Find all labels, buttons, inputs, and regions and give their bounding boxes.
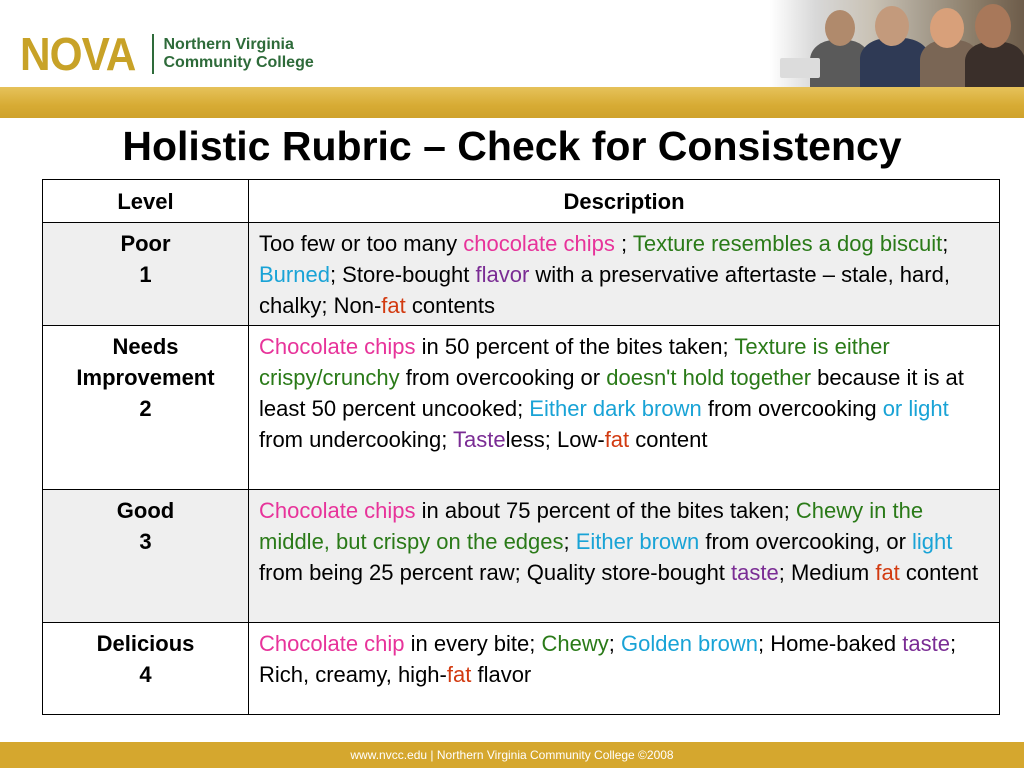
description-segment: with a preservative aftertaste – stale, hard, chalky; Non- (259, 262, 950, 318)
description-segment: from overcooking or (399, 365, 607, 390)
description-segment: taste (731, 560, 779, 585)
description-segment: less; Low- (505, 427, 605, 452)
description-segment: Burned (259, 262, 330, 287)
description-segment: ; (942, 231, 949, 256)
description-segment: ; (608, 631, 621, 656)
level-number: 4 (139, 662, 152, 687)
description-segment: Taste (453, 427, 506, 452)
header-description: Description (249, 180, 1000, 223)
description-segment: from overcooking, or (699, 529, 913, 554)
description-cell (249, 326, 1000, 490)
logo-wordmark: NOVA (20, 28, 136, 80)
level-number: 2 (139, 396, 152, 421)
description-segment: Chewy in the middle, but crispy on the edges (259, 498, 924, 554)
description-segment: ; (614, 231, 633, 256)
header-gold-band (0, 87, 1024, 118)
header-students-photo (770, 0, 1024, 87)
table-row (43, 223, 1000, 326)
table-header-row (43, 180, 1000, 223)
description-segment: fat (446, 662, 472, 687)
description-segment: because it is at least 50 percent uncooked; (259, 365, 964, 421)
description-segment: ; (563, 529, 576, 554)
description-segment: ; Store-bought (329, 262, 476, 287)
description-segment: Either dark brown (529, 396, 702, 421)
table-row (43, 623, 1000, 715)
description-segment: fat (604, 427, 630, 452)
description-segment: flavor (475, 262, 530, 287)
table-row (43, 326, 1000, 490)
level-number: 1 (139, 262, 152, 287)
slide-footer: www.nvcc.edu | Northern Virginia Community College ©2008 (0, 742, 1024, 768)
description-segment: Chocolate chip (259, 631, 405, 656)
table-row (43, 490, 1000, 623)
description-segment: content (899, 560, 979, 585)
description-segment: ; Home-baked (757, 631, 903, 656)
description-segment: Golden brown (620, 631, 758, 656)
description-segment: ; Medium (778, 560, 876, 585)
description-segment: in about 75 percent of the bites taken; (415, 498, 796, 523)
level-name: Needs Improvement (76, 334, 215, 390)
level-number: 3 (139, 529, 152, 554)
level-name: Poor (120, 231, 171, 256)
header-level: Level (43, 180, 249, 223)
description-segment: Texture is either crispy/crunchy (259, 334, 890, 390)
description-segment: light (912, 529, 953, 554)
level-cell (43, 326, 249, 490)
description-segment: or light (882, 396, 949, 421)
level-cell (43, 623, 249, 715)
description-segment: Either brown (575, 529, 700, 554)
description-segment: from being 25 percent raw; Quality store-bought (259, 560, 732, 585)
description-segment: fat (875, 560, 900, 585)
logo-divider (152, 34, 154, 74)
description-segment: Too few or too many (259, 231, 464, 256)
level-cell (43, 223, 249, 326)
description-cell (249, 490, 1000, 623)
description-segment: contents (405, 293, 496, 318)
description-segment: in every bite; (404, 631, 542, 656)
slide-title: Holistic Rubric – Check for Consistency (122, 123, 902, 169)
logo-college-name (164, 36, 314, 72)
description-segment: Chocolate chips (259, 498, 416, 523)
description-cell (249, 223, 1000, 326)
description-segment: from overcooking (701, 396, 883, 421)
description-segment: Chewy (541, 631, 609, 656)
description-segment: Texture resembles a dog biscuit (632, 231, 943, 256)
description-segment: taste (902, 631, 950, 656)
description-segment: doesn't hold together (606, 365, 812, 390)
level-name: Delicious (96, 631, 195, 656)
slide-header (0, 0, 1024, 87)
description-segment: in 50 percent of the bites taken; (415, 334, 735, 359)
description-segment: Chocolate chips (259, 334, 416, 359)
level-name: Good (116, 498, 175, 523)
description-segment: fat (381, 293, 406, 318)
description-segment: content (629, 427, 708, 452)
rubric-table (42, 179, 1000, 715)
logo-line-2: Community College (163, 54, 314, 71)
rubric-body (43, 223, 1000, 715)
level-cell (43, 490, 249, 623)
description-cell (249, 623, 1000, 715)
logo-line-1: Northern Virginia (163, 36, 294, 53)
description-segment: chocolate chips (463, 231, 615, 256)
description-segment: ; Rich, creamy, high- (259, 631, 957, 687)
description-segment: from undercooking; (259, 427, 454, 452)
nova-logo (20, 30, 314, 78)
description-segment: flavor (471, 662, 532, 687)
